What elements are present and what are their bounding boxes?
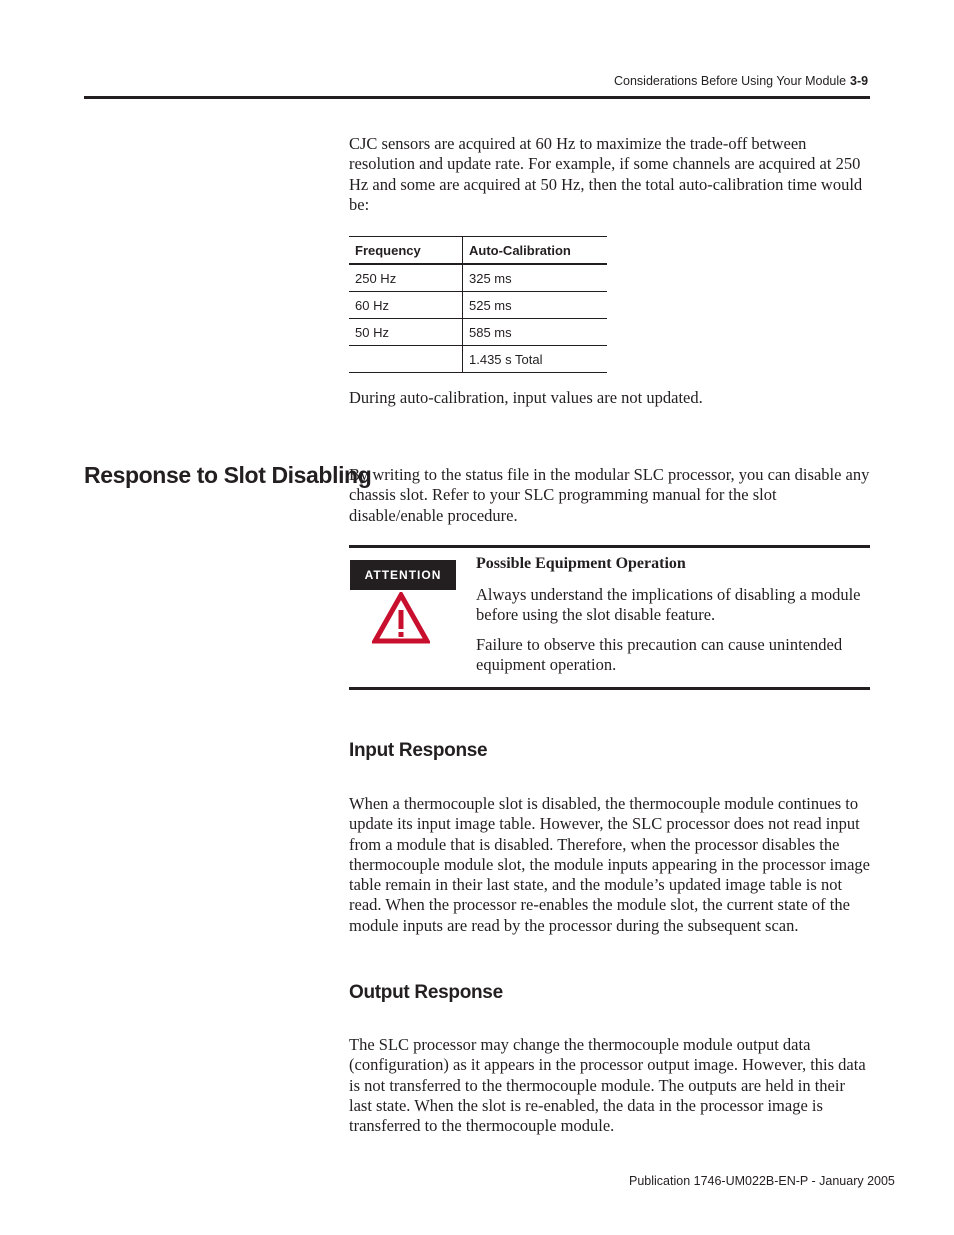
table-header-row xyxy=(349,237,607,265)
auto-calibration-note: During auto-calibration, input values are not updated. xyxy=(349,388,703,407)
table-row xyxy=(349,346,607,373)
attention-title: Possible Equipment Operation xyxy=(476,555,686,572)
calibration-table xyxy=(349,236,607,373)
section-intro-paragraph: By writing to the status file in the modular SLC processor, you can disable any chassis slot. Refer to your SLC programming manual for the slot disable/enable procedure. xyxy=(349,465,870,525)
table-cell xyxy=(349,346,463,373)
output-response-paragraph: The SLC processor may change the thermocouple module output data (configuration) as it appears in the processor output image. However, this data is not transferred to the thermocouple module. The outputs are held in their last state. When the slot is re-enabled, the data in the processor image is transferred to the thermocouple module. xyxy=(349,1035,866,1136)
attention-top-rule xyxy=(349,545,870,548)
table-cell: 250 Hz xyxy=(349,264,463,292)
attention-paragraph: Always understand the implications of disabling a module before using the slot disable feature. xyxy=(476,585,861,625)
attention-badge: ATTENTION xyxy=(350,560,456,590)
table-cell: 585 ms xyxy=(463,319,608,346)
publication-footer: Publication 1746-UM022B-EN-P - January 2005 xyxy=(629,1174,895,1188)
column-header-auto-calibration: Auto-Calibration xyxy=(463,237,608,265)
intro-paragraph: CJC sensors are acquired at 60 Hz to maximize the trade-off between resolution and update rate. For example, if some channels are acquired at 250 Hz and some are acquired at 50 Hz, then the total auto-calibration time would be: xyxy=(349,134,863,214)
warning-triangle-icon xyxy=(372,592,430,644)
running-header-title: Considerations Before Using Your Module xyxy=(614,74,847,88)
input-response-paragraph: When a thermocouple slot is disabled, the thermocouple module continues to update its input image table. However, the SLC processor does not read input from a module that is disabled. Therefore, when the processor disables the thermocouple module slot, the module inputs appearing in the processor image table remain in their last state, and the module’s updated image table is not read. When the processor re-enables the module slot, the current state of the module inputs are read by the processor during the subsequent scan. xyxy=(349,794,870,935)
attention-bottom-rule xyxy=(349,687,870,690)
table-row xyxy=(349,292,607,319)
table-row xyxy=(349,319,607,346)
table-row xyxy=(349,264,607,292)
input-response-heading: Input Response xyxy=(349,740,488,761)
output-response-heading: Output Response xyxy=(349,982,503,1003)
table-cell: 525 ms xyxy=(463,292,608,319)
table-cell: 325 ms xyxy=(463,264,608,292)
page-number: 3-9 xyxy=(850,74,869,88)
header-rule xyxy=(84,96,870,99)
section-title: Response to Slot Disabling xyxy=(84,462,372,488)
attention-paragraph: Failure to observe this precaution can cause unintended equipment operation. xyxy=(476,635,843,675)
table-cell: 50 Hz xyxy=(349,319,463,346)
column-header-frequency: Frequency xyxy=(349,237,463,265)
table-cell: 60 Hz xyxy=(349,292,463,319)
table-cell: 1.435 s Total xyxy=(463,346,608,373)
